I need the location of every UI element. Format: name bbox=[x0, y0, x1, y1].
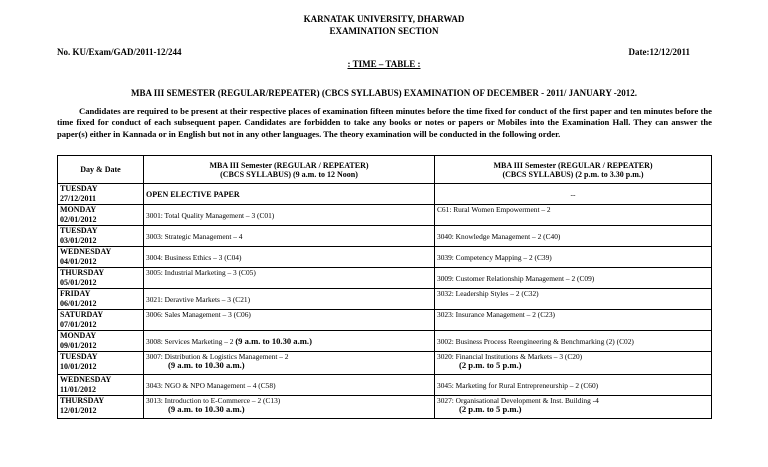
afternoon-paper: 3040: Knowledge Management – 2 (C40) bbox=[435, 226, 712, 247]
afternoon-paper: 3009: Customer Relationship Management – 2 (C09) bbox=[435, 268, 712, 289]
table-row bbox=[58, 352, 712, 375]
morning-paper: 3006: Sales Management – 3 (C06) bbox=[144, 310, 435, 331]
col-afternoon-line1: MBA III Semester (REGULAR / REPEATER) bbox=[493, 160, 653, 170]
table-row bbox=[58, 268, 712, 289]
day-label: TUESDAY bbox=[60, 352, 98, 361]
date-label: 27/12/2011 bbox=[60, 194, 97, 203]
day-label: MONDAY bbox=[60, 331, 97, 340]
morning-paper: 3043: NGO & NPO Management – 4 (C58) bbox=[144, 375, 435, 396]
morning-paper-time: (9 a.m. to 10.30 a.m.) bbox=[168, 360, 245, 370]
day-date-cell bbox=[58, 289, 144, 310]
morning-time-wrap bbox=[146, 361, 432, 370]
date-label: 07/01/2012 bbox=[60, 320, 97, 329]
afternoon-paper-time: (2 p.m. to 5 p.m.) bbox=[459, 360, 522, 370]
table-row bbox=[58, 331, 712, 352]
day-date-cell bbox=[58, 247, 144, 268]
afternoon-paper: -- bbox=[435, 184, 712, 205]
afternoon-paper: 3023: Insurance Management – 2 (C23) bbox=[435, 310, 712, 331]
afternoon-paper: 3032: Leadership Styles – 2 (C32) bbox=[435, 289, 712, 310]
timetable-table bbox=[57, 155, 712, 419]
afternoon-time-wrap bbox=[437, 405, 709, 414]
day-date-cell bbox=[58, 396, 144, 419]
afternoon-time-wrap bbox=[437, 361, 709, 370]
col-morning-line2: (CBCS SYLLABUS) (9 a.m. to 12 Noon) bbox=[220, 169, 358, 179]
day-label: SATURDAY bbox=[60, 310, 104, 319]
day-date-cell bbox=[58, 226, 144, 247]
date-label: 10/01/2012 bbox=[60, 362, 97, 371]
afternoon-paper: 3039: Competency Mapping – 2 (C39) bbox=[435, 247, 712, 268]
morning-paper-time: (9 a.m. to 10.30 a.m.) bbox=[168, 404, 245, 414]
day-date-cell bbox=[58, 375, 144, 396]
afternoon-paper: 3002: Business Process Reengineering & Benchmarking (2) (C02) bbox=[435, 331, 712, 352]
table-row bbox=[58, 226, 712, 247]
col-morning-header bbox=[144, 156, 435, 184]
section-name: EXAMINATION SECTION bbox=[329, 26, 439, 36]
day-date-cell bbox=[58, 205, 144, 226]
afternoon-paper bbox=[435, 352, 712, 375]
day-label: MONDAY bbox=[60, 205, 97, 214]
day-label: TUESDAY bbox=[60, 184, 98, 193]
afternoon-paper-name: 3027: Organisational Development & Inst. Building -4 bbox=[437, 396, 599, 405]
day-label: FRIDAY bbox=[60, 289, 91, 298]
day-label: THURSDAY bbox=[60, 396, 105, 405]
table-row bbox=[58, 310, 712, 331]
date-label: 12/01/2012 bbox=[60, 406, 97, 415]
table-row bbox=[58, 396, 712, 419]
afternoon-paper bbox=[435, 396, 712, 419]
table-row bbox=[58, 184, 712, 205]
morning-paper: 3004: Business Ethics – 3 (C04) bbox=[144, 247, 435, 268]
document-date: Date:12/12/2011 bbox=[628, 47, 690, 57]
date-label: 03/01/2012 bbox=[60, 236, 97, 245]
col-morning-line1: MBA III Semester (REGULAR / REPEATER) bbox=[209, 160, 369, 170]
col-afternoon-header bbox=[435, 156, 712, 184]
morning-paper bbox=[144, 352, 435, 375]
table-row bbox=[58, 289, 712, 310]
morning-paper: OPEN ELECTIVE PAPER bbox=[144, 184, 435, 205]
date-label: 04/01/2012 bbox=[60, 257, 97, 266]
table-row bbox=[58, 375, 712, 396]
timetable-heading: : TIME – TABLE : bbox=[347, 59, 421, 69]
day-date-cell bbox=[58, 352, 144, 375]
date-label: 09/01/2012 bbox=[60, 341, 97, 350]
table-row bbox=[58, 247, 712, 268]
morning-paper bbox=[144, 396, 435, 419]
day-label: TUESDAY bbox=[60, 226, 98, 235]
table-row bbox=[58, 205, 712, 226]
exam-title: MBA III SEMESTER (REGULAR/REPEATER) (CBCS SYLLABUS) EXAMINATION OF DECEMBER - 2011/ JANUARY -2012. bbox=[131, 88, 637, 98]
morning-paper: 3003: Strategic Management – 4 bbox=[144, 226, 435, 247]
morning-paper: 3021: Deravtive Markets – 3 (C21) bbox=[144, 289, 435, 310]
col-afternoon-line2: (CBCS SYLLABUS) (2 p.m. to 3.30 p.m.) bbox=[502, 169, 644, 179]
afternoon-paper: 3045: Marketing for Rural Entrepreneurship – 2 (C60) bbox=[435, 375, 712, 396]
morning-time-wrap bbox=[146, 405, 432, 414]
morning-paper bbox=[144, 331, 435, 352]
day-date-cell bbox=[58, 310, 144, 331]
morning-paper-name: 3008: Services Marketing – 2 bbox=[146, 336, 234, 346]
date-label: 05/01/2012 bbox=[60, 278, 97, 287]
table-header-row bbox=[58, 156, 712, 184]
afternoon-paper-time: (2 p.m. to 5 p.m.) bbox=[459, 404, 522, 414]
afternoon-paper: C61: Rural Women Empowerment – 2 bbox=[435, 205, 712, 226]
col-day-header: Day & Date bbox=[58, 156, 144, 184]
day-date-cell bbox=[58, 268, 144, 289]
day-date-cell bbox=[58, 184, 144, 205]
morning-paper-name: 3013: Introduction to E-Commerce – 2 (C13) bbox=[146, 396, 281, 405]
day-label: WEDNESDAY bbox=[60, 375, 112, 384]
date-label: 11/01/2012 bbox=[60, 385, 97, 394]
reference-number: No. KU/Exam/GAD/2011-12/244 bbox=[57, 47, 182, 57]
date-label: 02/01/2012 bbox=[60, 215, 97, 224]
day-date-cell bbox=[58, 331, 144, 352]
morning-paper-name: 3007: Distribution & Logistics Management – 2 bbox=[146, 352, 289, 361]
morning-paper-time: (9 a.m. to 10.30 a.m.) bbox=[235, 335, 312, 346]
day-label: WEDNESDAY bbox=[60, 247, 112, 256]
morning-paper: 3005: Industrial Marketing – 3 (C05) bbox=[144, 268, 435, 289]
day-label: THURSDAY bbox=[60, 268, 105, 277]
afternoon-paper-name: 3020: Financial Institutions & Markets – 3 (C20) bbox=[437, 352, 583, 361]
morning-paper: 3001: Total Quality Management – 3 (C01) bbox=[144, 205, 435, 226]
instructions: Candidates are required to be present at their respective places of examination fifteen minutes before the time fixed for conduct of the first paper and ten minutes before the time fixed for conduct of each subsequent paper. Candidates are forbidden to take any books or notes or papers or Mobiles into the Examination Hall. They can answer the paper(s) either in Kannada or in English but not in any other languages. The theory examination will be conducted in the following order. bbox=[57, 106, 712, 139]
university-name: KARNATAK UNIVERSITY, DHARWAD bbox=[303, 14, 465, 24]
date-label: 06/01/2012 bbox=[60, 299, 97, 308]
